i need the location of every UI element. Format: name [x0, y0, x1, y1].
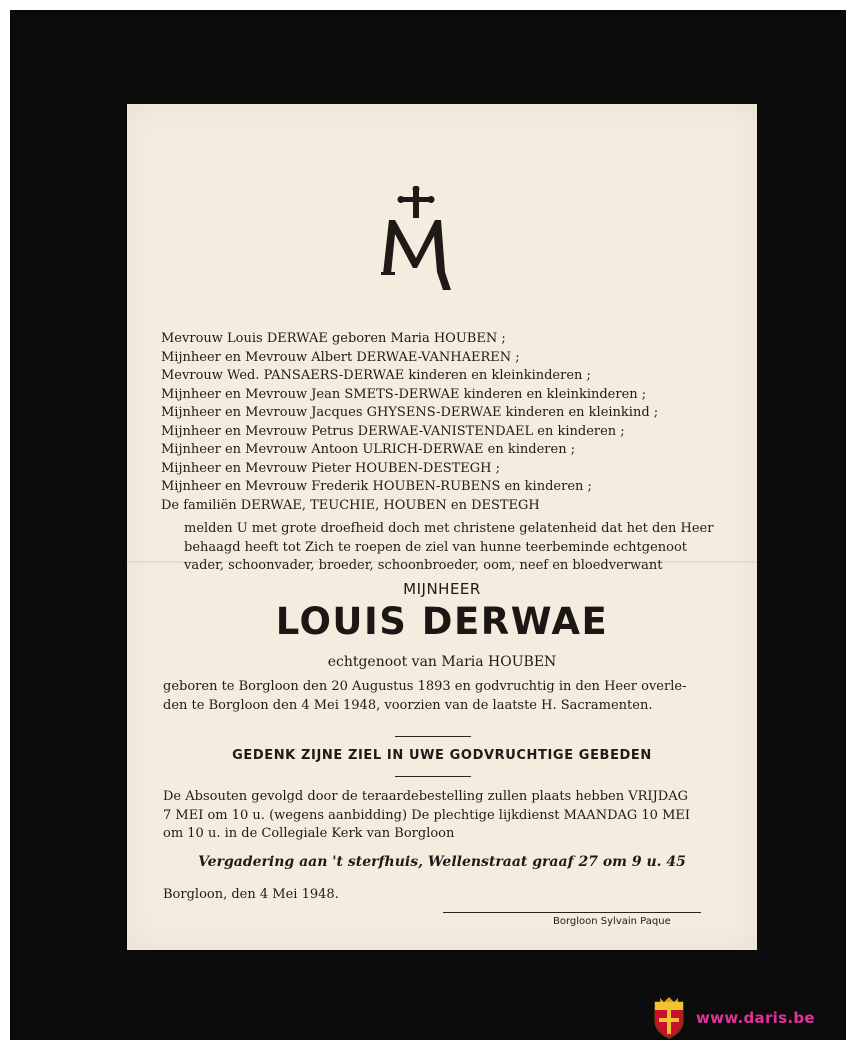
announcement-line: melden U met grote droefheid doch met christene gelatenheid dat het den Heer [184, 521, 714, 536]
prayer-request: GEDENK ZIJNE ZIEL IN UWE GODVRUCHTIGE GEBEDEN [232, 748, 652, 763]
salutation: MIJNHEER [403, 580, 481, 598]
family-line: De familiën DERWAE, TEUCHIE, HOUBEN en DESTEGH [161, 497, 540, 513]
service-line: om 10 u. in de Collegiale Kerk van Borgloon [163, 826, 455, 841]
printer-credit: Borgloon Sylvain Paque [553, 916, 671, 927]
announcement-line: behaagd heeft tot Zich te roepen de ziel van hunne teerbeminde echtgenoot [184, 539, 688, 555]
family-line: Mijnheer en Mevrouw Frederik HOUBEN-RUBENS en kinderen ; [161, 479, 592, 494]
birth-death-line: den te Borgloon den 4 Mei 1948, voorzien van de laatste H. Sacramenten. [163, 697, 653, 713]
divider [395, 736, 471, 737]
family-line: Mevrouw Louis DERWAE geboren Maria HOUBEN ; [161, 331, 506, 346]
meeting-info: Vergadering aan 't sterfhuis, Wellenstraat graaf 27 om 9 u. 45 [198, 854, 686, 870]
family-line: Mijnheer en Mevrouw Jacques GHYSENS-DERWAE kinderen en kleinkind ; [161, 405, 659, 420]
family-line: Mevrouw Wed. PANSAERS-DERWAE kinderen en kleinkinderen ; [161, 368, 591, 383]
family-line: Mijnheer en Mevrouw Pieter HOUBEN-DESTEGH ; [161, 460, 501, 476]
family-list [161, 330, 751, 515]
birth-death-details [163, 678, 723, 715]
family-line: Mijnheer en Mevrouw Antoon ULRICH-DERWAE en kinderen ; [161, 442, 576, 457]
service-line: De Absouten gevolgd door de teraardebestelling zullen plaats hebben VRIJDAG [163, 789, 688, 804]
memorial-card [127, 104, 757, 950]
crest-icon [652, 996, 686, 1040]
watermark [652, 996, 838, 1040]
divider [443, 912, 701, 913]
watermark-url: www.daris.be [696, 1009, 815, 1027]
birth-death-line: geboren te Borgloon den 20 Augustus 1893 en godvruchtig in den Heer overle- [163, 679, 687, 694]
spouse-line: echtgenoot van Maria HOUBEN [327, 654, 557, 670]
service-line: 7 MEI om 10 u. (wegens aanbidding) De plechtige lijkdienst MAANDAG 10 MEI [163, 807, 691, 823]
divider [395, 776, 471, 777]
family-line: Mijnheer en Mevrouw Albert DERWAE-VANHAEREN ; [161, 349, 520, 365]
place-date: Borgloon, den 4 Mei 1948. [163, 887, 339, 902]
announcement-line: vader, schoonvader, broeder, schoonbroeder, oom, neef en bloedverwant [184, 558, 663, 573]
scan-frame [10, 10, 846, 1040]
deceased-name: LOUIS DERWAE [275, 600, 609, 643]
announcement [184, 520, 724, 576]
cross-monogram-icon [377, 186, 457, 298]
service-details [163, 788, 723, 844]
family-line: Mijnheer en Mevrouw Jean SMETS-DERWAE kinderen en kleinkinderen ; [161, 386, 647, 402]
family-line: Mijnheer en Mevrouw Petrus DERWAE-VANISTENDAEL en kinderen ; [161, 423, 625, 439]
